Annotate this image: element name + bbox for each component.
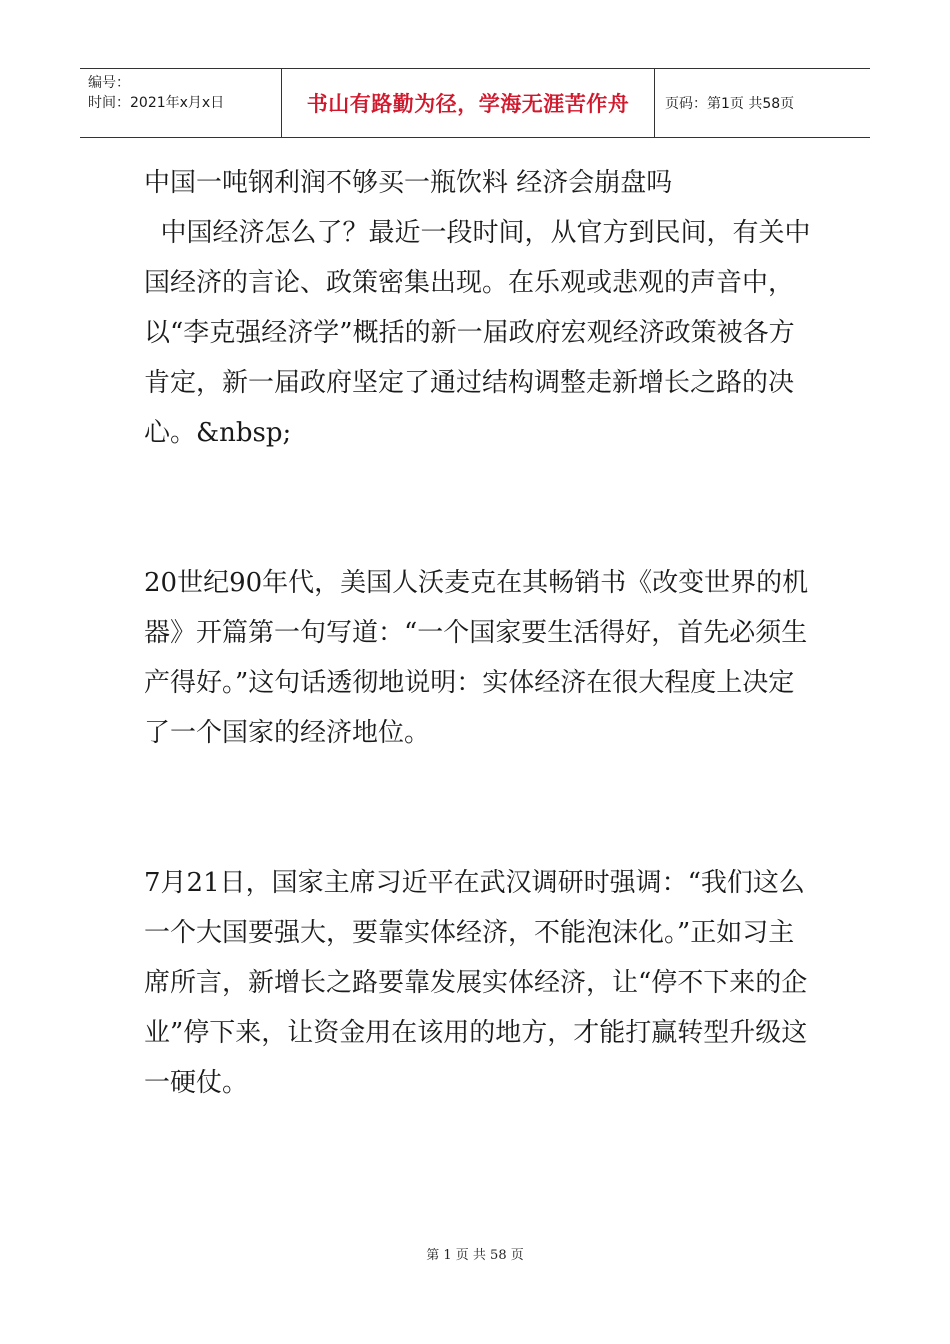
paragraph-1: 中国经济怎么了？最近一段时间，从官方到民间，有关中国经济的言论、政策密集出现。在乐观或悲观的声音中，以“李克强经济学”概括的新一届政府宏观经济政策被各方肯定，新一届政府坚定了通过结构调整走新增长之路的决心。&nbsp;: [144, 218, 811, 448]
header-page-info: 页码：第1页 共58页: [665, 96, 795, 112]
page-footer: 第 1 页 共 58 页: [426, 1248, 524, 1263]
article-body: [144, 158, 814, 1108]
paragraph-2: 20世纪90年代，美国人沃麦克在其畅销书《改变世界的机器》开篇第一句写道：“一个国家要生活得好，首先必须生产得好。”这句话透彻地说明：实体经济在很大程度上决定了一个国家的经济地位。: [144, 568, 809, 748]
header-motto: 书山有路勤为径，学海无涯苦作舟: [282, 69, 655, 137]
document-header: [80, 68, 870, 138]
header-meta: [80, 69, 282, 137]
paragraph-3: 7月21日，国家主席习近平在武汉调研时强调：“我们这么一个大国要强大，要靠实体经济，不能泡沫化。”正如习主席所言，新增长之路要靠发展实体经济，让“停不下来的企业”停下来，让资金用在该用的地方，才能打赢转型升级这一硬仗。: [144, 868, 808, 1098]
article-title: 中国一吨钢利润不够买一瓶饮料 经济会崩盘吗: [144, 168, 673, 198]
number-label: 编号：: [88, 75, 130, 91]
time-label: 时间：2021年x月x日: [88, 95, 225, 111]
